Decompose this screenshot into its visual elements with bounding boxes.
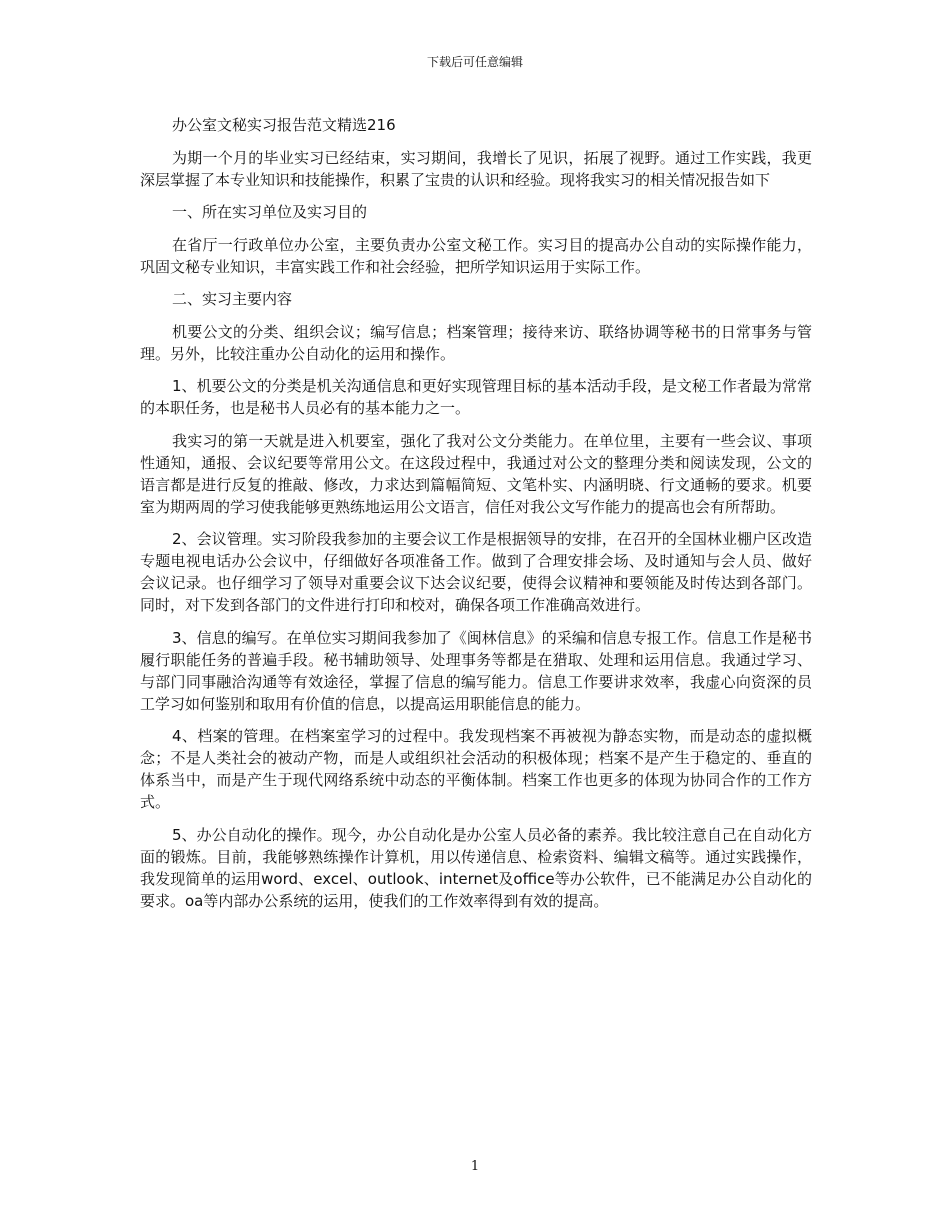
paragraph-item-1: 1、机要公文的分类是机关沟通信息和更好实现管理目标的基本活动手段，是文秘工作者最为常常的本职任务，也是秘书人员必有的基本能力之一。	[140, 377, 812, 417]
paragraph-item-4: 4、档案的管理。在档案室学习的过程中。我发现档案不再被视为静态实物，而是动态的虚拟概念；不是人类社会的被动产物，而是人或组织社会活动的积极体现；档案不是产生于稳定的、垂直的体系当中，而是产生于现代网络系统中动态的平衡体制。档案工作也更多的体现为协同合作的工作方式。	[140, 727, 812, 811]
paragraph-item-2: 2、会议管理。实习阶段我参加的主要会议工作是根据领导的安排，在召开的全国林业棚户区改造专题电视电话办公会议中，仔细做好各项准备工作。做到了合理安排会场、及时通知与会人员、做好会议记录。也仔细学习了领导对重要会议下达会议纪要，使得会议精神和要领能及时传达到各部门。同时，对下发到各部门的文件进行打印和校对，确保各项工作准确高效进行。	[140, 530, 812, 614]
paragraph-item-3: 3、信息的编写。在单位实习期间我参加了《闽林信息》的采编和信息专报工作。信息工作是秘书履行职能任务的普遍手段。秘书辅助领导、处理事务等都是在猎取、处理和运用信息。我通过学习、与部门同事融洽沟通等有效途径，掌握了信息的编写能力。信息工作要讲求效率，我虚心向资深的员工学习如何鉴别和取用有价值的信息，以提高运用职能信息的能力。	[140, 628, 812, 713]
section-heading-1: 一、所在实习单位及实习目的	[172, 203, 368, 221]
paragraph-item-1-detail: 我实习的第一天就是进入机要室，强化了我对公文分类能力。在单位里，主要有一些会议、事项性通知，通报、会议纪要等常用公文。在这段过程中，我通过对公文的整理分类和阅读发现，公文的语言都是进行反复的推敲、修改，力求达到篇幅简短、文笔朴实、内涵明晓、行文通畅的要求。机要室为期两周的学习使我能够更熟练地运用公文语言，信任对我公文写作能力的提高也会有所帮助。	[140, 431, 812, 516]
page-number: 1	[470, 1159, 480, 1174]
paragraph-unit: 在省厅一行政单位办公室，主要负责办公室文秘工作。实习目的提高办公自动的实际操作能力，巩固文秘专业知识，丰富实践工作和社会经验，把所学知识运用于实际工作。	[140, 235, 812, 276]
paragraph-item-5: 5、办公自动化的操作。现今，办公自动化是办公室人员必备的素养。我比较注意自己在自动化方面的锻炼。目前，我能够熟练操作计算机，用以传递信息、检索资料、编辑文稿等。通过实践操作，我发现简单的运用word、excel、outlook、internet及office等办公软件，已不能满足办公自动化的要求。oa等内部办公系统的运用，使我们的工作效率得到有效的提高。	[140, 825, 812, 910]
document-title: 办公室文秘实习报告范文精选216	[172, 116, 396, 134]
paragraph-intro: 为期一个月的毕业实习已经结束，实习期间，我增长了见识，拓展了视野。通过工作实践，我更深层掌握了本专业知识和技能操作，积累了宝贵的认识和经验。现将我实习的相关情况报告如下	[140, 148, 812, 189]
section-heading-2: 二、实习主要内容	[172, 290, 293, 308]
page-header: 下载后可任意编辑	[426, 55, 523, 69]
paragraph-content-overview: 机要公文的分类、组织会议；编写信息；档案管理；接待来访、联络协调等秘书的日常事务与管理。另外，比较注重办公自动化的运用和操作。	[140, 322, 812, 363]
document-body	[140, 114, 812, 922]
